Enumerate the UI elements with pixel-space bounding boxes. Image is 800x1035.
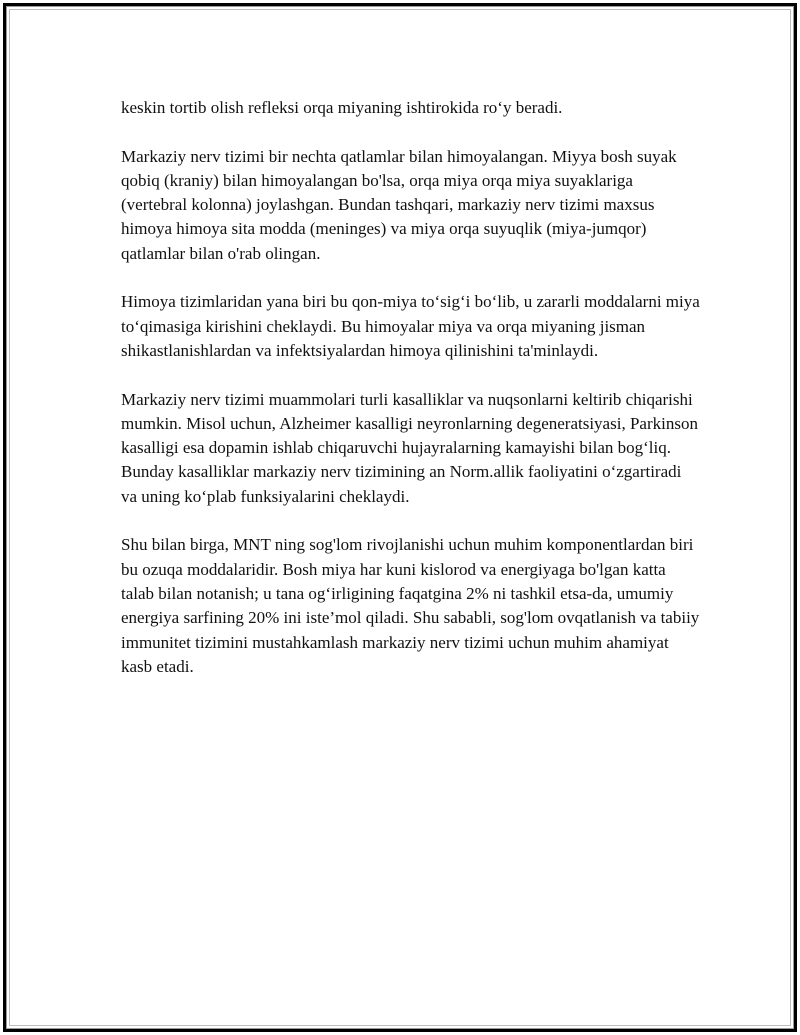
paragraph-4: Markaziy nerv tizimi muammolari turli kasalliklar va nuqsonlarni keltirib chiqarishi mumkin. Misol uchun, Alzheimer kasalligi neyronlarning degeneratsiyasi, Parkinson kasalligi esa dopamin ishlab chiqaruvchi hujayralarning kamayishi bilan bogʻliq. Bunday kasalliklar markaziy nerv tizimining an Norm.allik faoliyatini oʻzgartiradi va uning koʻplab funksiyalarini cheklaydi. — [121, 389, 698, 506]
paragraph-3: Himoya tizimlaridan yana biri bu qon-miya toʻsigʻi boʻlib, u zararli moddalarni miya toʻqimasiga kirishini cheklaydi. Bu himoyalar miya va orqa miyaning jisman shikastlanishlardan va infektsiyalardan himoya qilinishini ta'minlaydi. — [121, 292, 700, 360]
paragraph-2: Markaziy nerv tizimi bir nechta qatlamlar bilan himoyalangan. Miyya bosh suyak qobiq (kraniy) bilan himoyalangan bo'lsa, orqa miya orqa miya suyaklariga (vertebral kolonna) joylashgan. Bundan tashqari, markaziy nerv tizimi maxsus himoya himoya sita modda (meninges) va miya orqa suyuqlik (miya-jumqor) qatlamlar bilan o'rab olingan. — [121, 146, 677, 263]
document-body — [121, 96, 701, 703]
paragraph-5: Shu bilan birga, MNT ning sog'lom rivojlanishi uchun muhim komponentlardan biri bu ozuqa moddalaridir. Bosh miya har kuni kislorod va energiyaga bo'lgan katta talab bilan notanish; u tana ogʻirligining faqatgina 2% ni tashkil etsa-da, umumiy energiya sarfining 20% ini iste’mol qiladi. Shu sababli, sog'lom ovqatlanish va tabiiy immunitet tizimini mustahkamlash markaziy nerv tizimi uchun muhim ahamiyat kasb etadi. — [121, 535, 700, 676]
page-border — [3, 3, 797, 1032]
paragraph-1: keskin tortib olish refleksi orqa miyaning ishtirokida roʻy beradi. — [121, 98, 563, 117]
